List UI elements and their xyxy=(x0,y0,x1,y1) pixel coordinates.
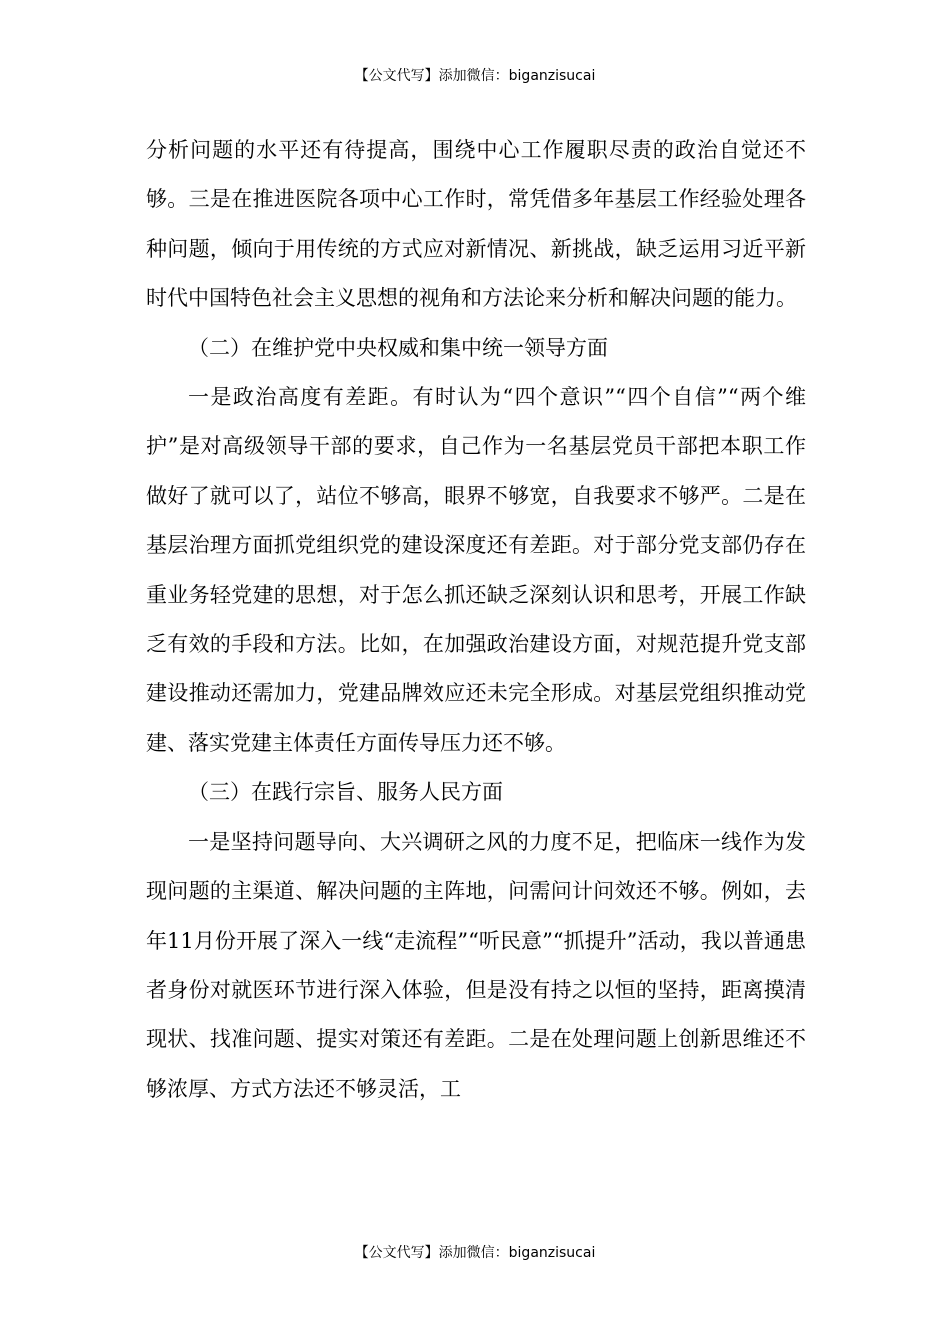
paragraph-continuation: 分析问题的水平还有待提高，围绕中心工作履职尽责的政治自觉还不够。三是在推进医院各项中心工作时，常凭借多年基层工作经验处理各种问题，倾向于用传统的方式应对新情况、新挑战，缺乏运用习近平新时代中国特色社会主义思想的视角和方法论来分析和解决问题的能力。 xyxy=(146,138,806,311)
section-heading-2: （二）在维护党中央权威和集中统一领导方面 xyxy=(188,335,608,360)
section-heading-3: （三）在践行宗旨、服务人民方面 xyxy=(188,780,503,805)
paragraph-section-2: 一是政治高度有差距。有时认为“四个意识”“四个自信”“两个维护”是对高级领导干部的要求，自己作为一名基层党员干部把本职工作做好了就可以了，站位不够高，眼界不够宽，自我要求不够严。二是在基层治理方面抓党组织党的建设深度还有差距。对于部分党支部仍存在重业务轻党建的思想，对于怎么抓还缺乏深刻认识和思考，开展工作缺乏有效的手段和方法。比如，在加强政治建设方面，对规范提升党支部建设推动还需加力，党建品牌效应还未完全形成。对基层党组织推动党建、落实党建主体责任方面传导压力还不够。 xyxy=(146,385,806,755)
page-footer: 【公文代写】添加微信：biganzisucai xyxy=(354,1245,596,1261)
page-header: 【公文代写】添加微信：biganzisucai xyxy=(354,68,596,84)
paragraph-section-3: 一是坚持问题导向、大兴调研之风的力度不足，把临床一线作为发现问题的主渠道、解决问题的主阵地，问需问计问效还不够。例如，去年11月份开展了深入一线“走流程”“听民意”“抓提升”活动，我以普通患者身份对就医环节进行深入体验，但是没有持之以恒的坚持，距离摸清现状、找准问题、提实对策还有差距。二是在处理问题上创新思维还不够浓厚、方式方法还不够灵活，工 xyxy=(146,829,806,1101)
document-body xyxy=(146,126,806,1114)
